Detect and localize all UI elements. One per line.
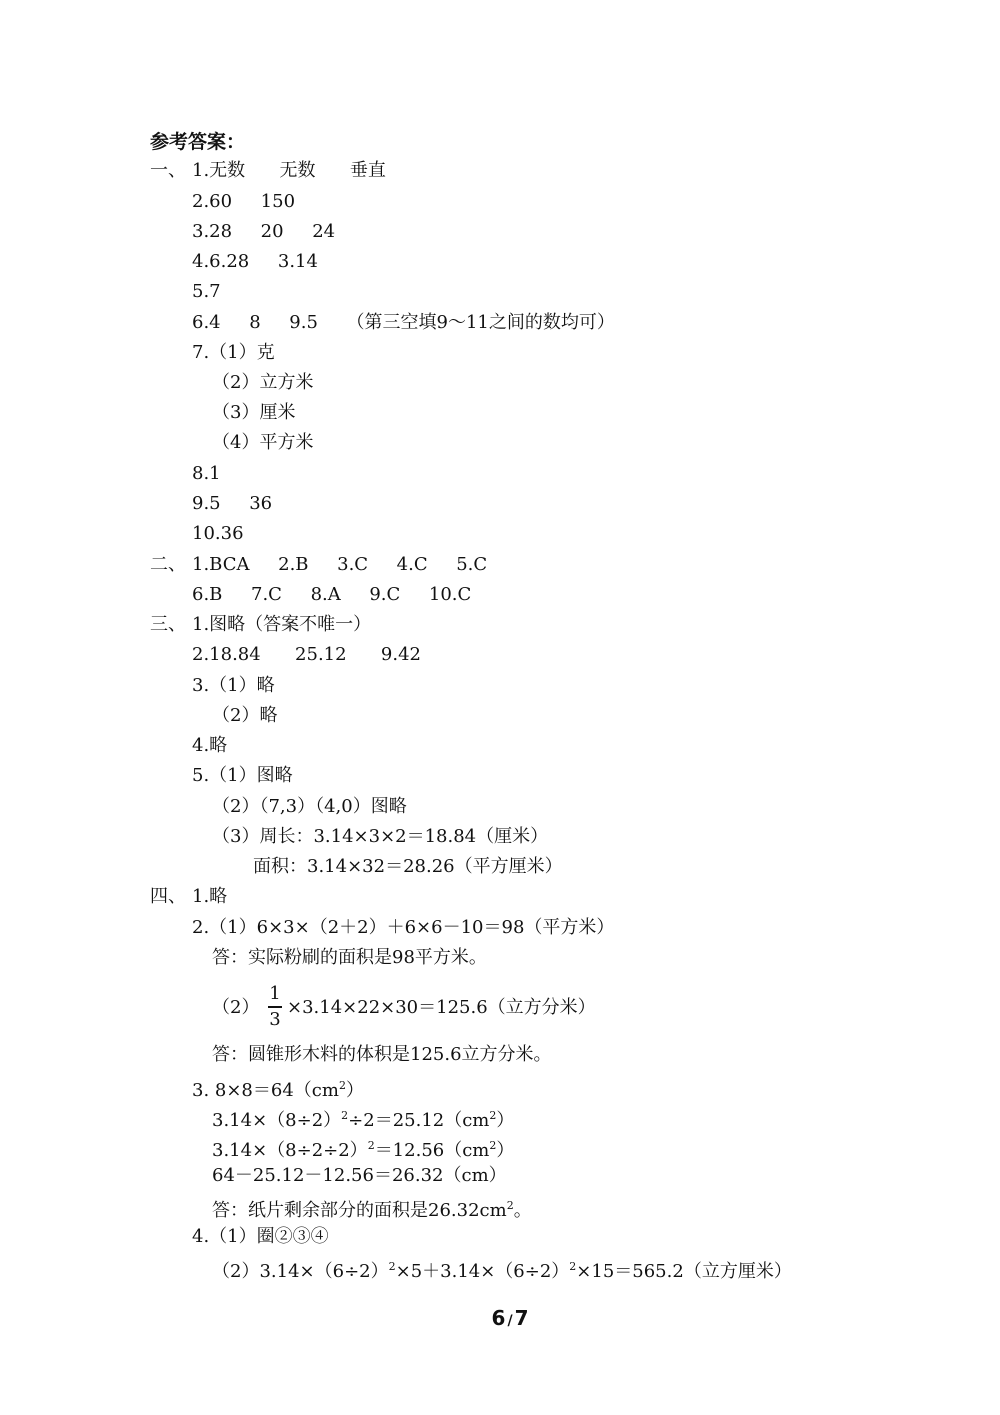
answer-1-4: 4.6.28 3.14	[192, 251, 318, 272]
fraction-denominator: 3	[269, 1009, 281, 1030]
section-3-label: 三、	[150, 614, 186, 635]
answer-3-5-4: 面积：3.14×32＝28.26（平方厘米）	[253, 856, 563, 877]
answer-4-3-3: $3.14\times(8\div 2\div 2)^2=12.56(cm^2)$	[212, 1139, 515, 1161]
fraction-bar	[268, 1006, 282, 1008]
answer-4-3-4: 64－25.12－12.56＝26.32（cm）	[212, 1165, 507, 1186]
answer-1-8: 8.1	[192, 463, 221, 484]
answer-3-2: 2.18.84 25.12 9.42	[192, 644, 421, 665]
fraction-numerator: 1	[269, 983, 281, 1004]
section-1-label: 一、	[150, 160, 186, 181]
page-number	[480, 1306, 540, 1330]
page-number-separator: /	[507, 1313, 513, 1329]
answer-1-10: 10.36	[192, 523, 244, 544]
answer-4-2-2-label: （2）	[212, 997, 260, 1018]
answer-3-1: 1.图略（答案不唯一）	[192, 614, 372, 635]
answer-3-5-3: （3）周长：3.14×3×2＝18.84（厘米）	[212, 826, 549, 847]
answer-1-2: 2.60 150	[192, 191, 296, 212]
answer-1-7-1: 7.（1）克	[192, 342, 275, 363]
section-4-label: 四、	[150, 886, 186, 907]
section-2-label: 二、	[150, 554, 186, 575]
answer-1-7-3: （3）厘米	[212, 402, 296, 423]
answer-3-5-1: 5.（1）图略	[192, 765, 293, 786]
page-number-total: 7	[514, 1306, 529, 1330]
answer-1-5: 5.7	[192, 281, 221, 302]
answer-1-7-4: （4）平方米	[212, 432, 314, 453]
answer-2-row-2: 6.B 7.C 8.A 9.C 10.C	[192, 584, 472, 605]
answer-1-7-2: （2）立方米	[212, 372, 314, 393]
answer-4-2-1: 2.（1）6×3×（2＋2）＋6×6－10＝98（平方米）	[192, 917, 615, 938]
answer-3-3-1: 3.（1）略	[192, 675, 275, 696]
answer-2-row-1: 1.BCA 2.B 3.C 4.C 5.C	[192, 554, 488, 575]
answer-1-9: 9.5 36	[192, 493, 273, 514]
page-title: 参考答案：	[150, 131, 246, 153]
answer-4-3-reply: 答：纸片剩余部分的面积是$26.32cm^2$。	[212, 1199, 532, 1221]
answer-3-5-2: （2）（7,3）（4,0）图略	[212, 796, 407, 817]
answer-3-3-2: （2）略	[212, 705, 278, 726]
fraction-one-third	[268, 983, 282, 1031]
answer-4-2-reply-1: 答：实际粉刷的面积是98平方米。	[212, 947, 487, 968]
answer-4-4-2: $(2)3.14\times(6\div 2)^2\times 5+3.14\times(6\div 2)^2\times 15=565.2$（立方厘米）	[212, 1260, 792, 1282]
answer-4-1: 1.略	[192, 886, 228, 907]
answer-1-6: 6.4 8 9.5 （第三空填9～11之间的数均可）	[192, 312, 615, 333]
answer-1-3: 3.28 20 24	[192, 221, 336, 242]
answer-1-1: 1.无数 无数 垂直	[192, 160, 386, 181]
answer-4-3-1: 3. $8\times 8=64(cm^2)$	[192, 1079, 364, 1101]
answer-3-4: 4.略	[192, 735, 228, 756]
answer-4-4-1: 4.（1）圈②③④	[192, 1226, 329, 1247]
answer-4-3-2: $3.14\times(8\div 2)^2\div 2=25.12(cm^2)$	[212, 1109, 515, 1131]
page-number-current: 6	[491, 1306, 506, 1330]
answer-4-2-reply-2: 答：圆锥形木料的体积是125.6立方分米。	[212, 1044, 552, 1065]
answer-4-2-2-expression: ×3.14×22×30＝125.6（立方分米）	[287, 997, 596, 1018]
